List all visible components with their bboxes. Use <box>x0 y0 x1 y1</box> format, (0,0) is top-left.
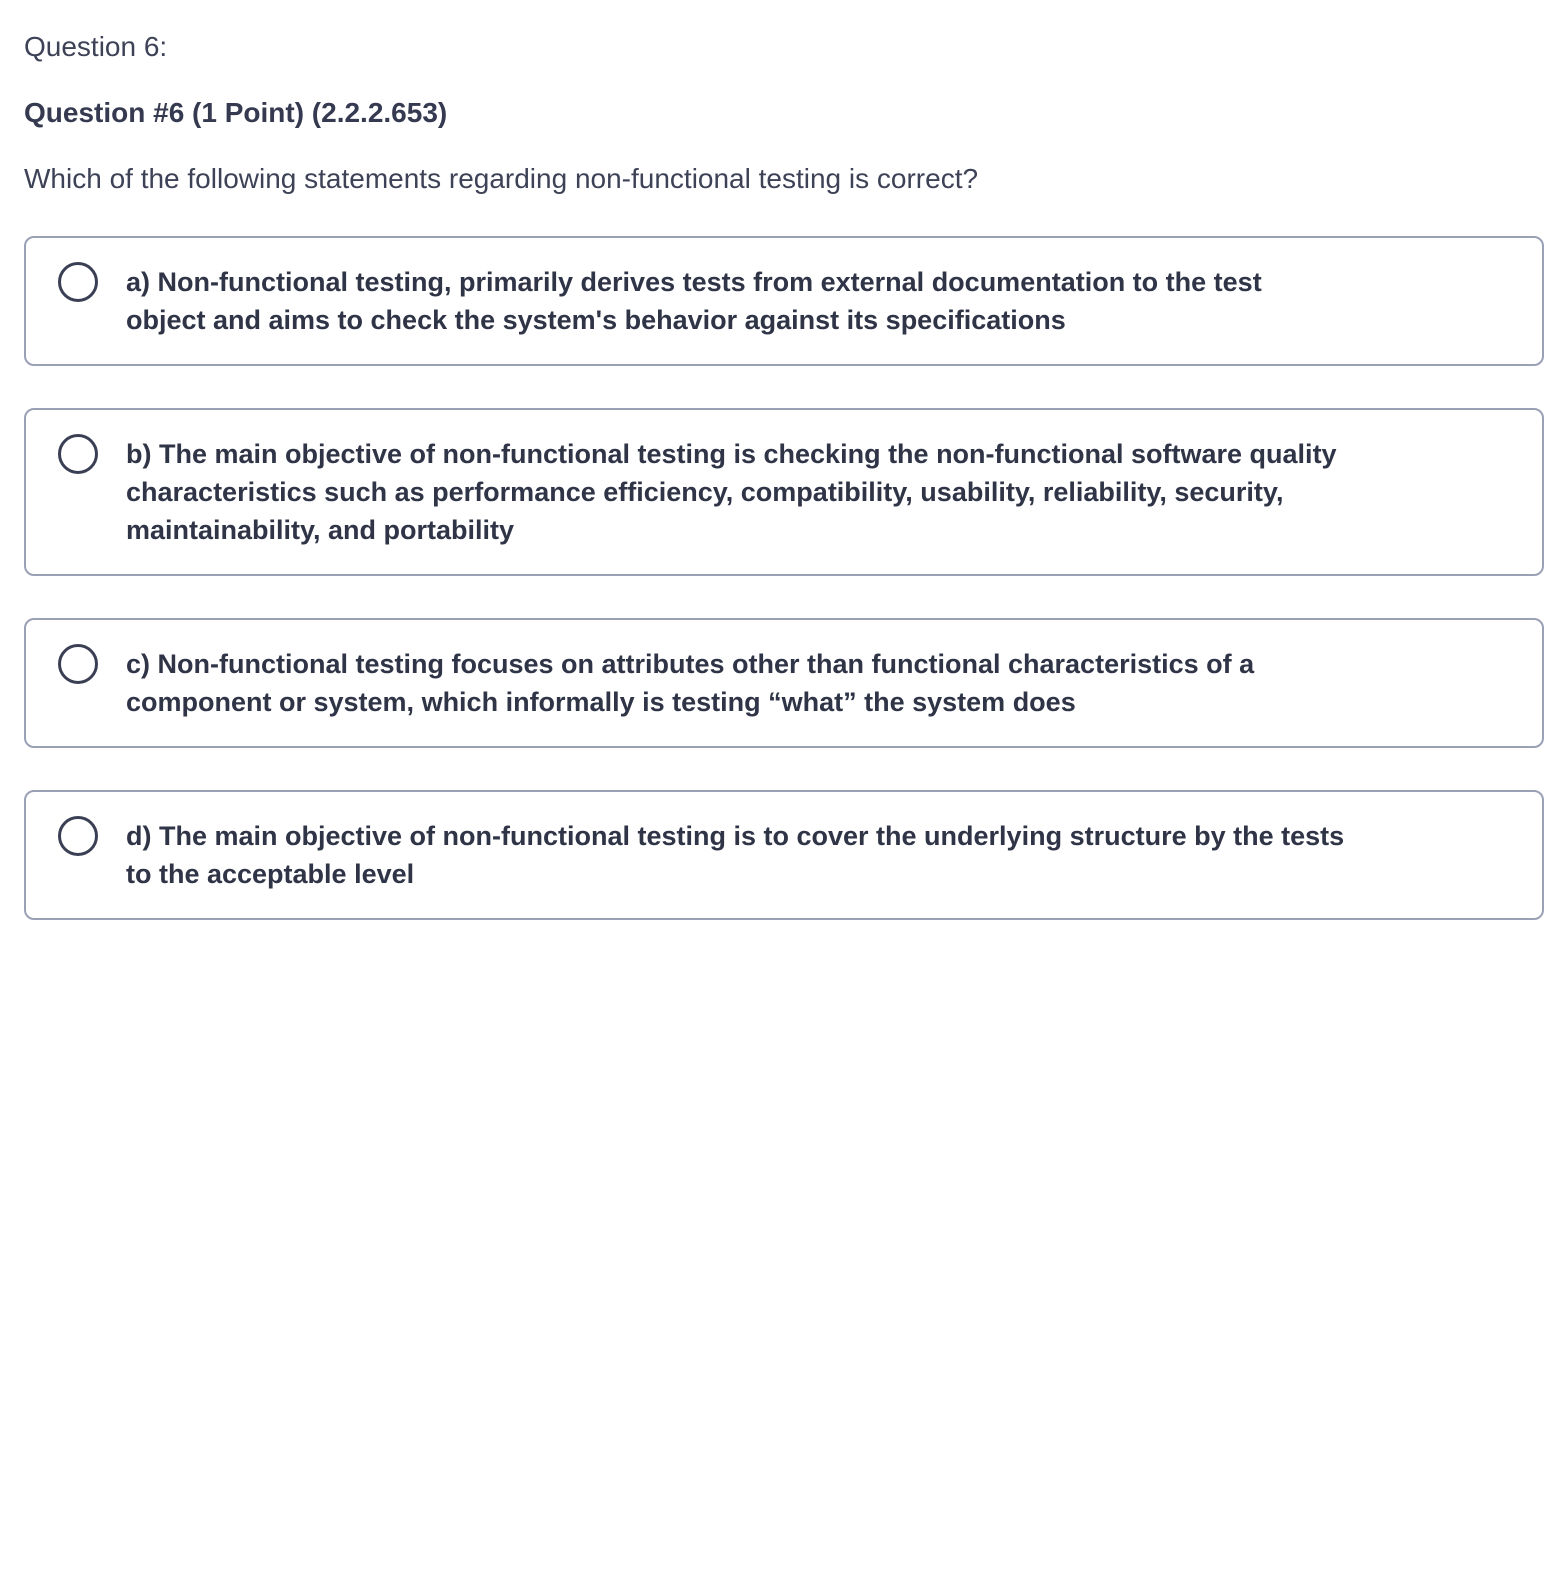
answer-options-list <box>24 236 1544 920</box>
question-text: Which of the following statements regarding non-functional testing is correct? <box>24 163 979 194</box>
option-text-a: a) Non-functional testing, primarily derives tests from external documentation to the test object and aims to check the system's behavior against its specifications <box>126 267 1262 335</box>
radio-button-a[interactable] <box>58 262 98 302</box>
question-number-label: Question 6: <box>24 31 168 62</box>
radio-button-c[interactable] <box>58 644 98 684</box>
option-card-d[interactable] <box>24 790 1544 920</box>
question-title: Question #6 (1 Point) (2.2.2.653) <box>24 97 448 128</box>
radio-button-b[interactable] <box>58 434 98 474</box>
option-text-d: d) The main objective of non-functional testing is to cover the underlying structure by the tests to the acceptable level <box>126 821 1345 889</box>
option-card-c[interactable] <box>24 618 1544 748</box>
option-text-c: c) Non-functional testing focuses on attributes other than functional characteristics of a component or system, which informally is testing “what” the system does <box>126 649 1255 717</box>
option-card-a[interactable] <box>24 236 1544 366</box>
option-card-b[interactable] <box>24 408 1544 576</box>
option-text-b: b) The main objective of non-functional testing is checking the non-functional software quality characteristics such as performance efficiency, compatibility, usability, reliability, security, maintainability, and portability <box>126 439 1337 545</box>
radio-button-d[interactable] <box>58 816 98 856</box>
